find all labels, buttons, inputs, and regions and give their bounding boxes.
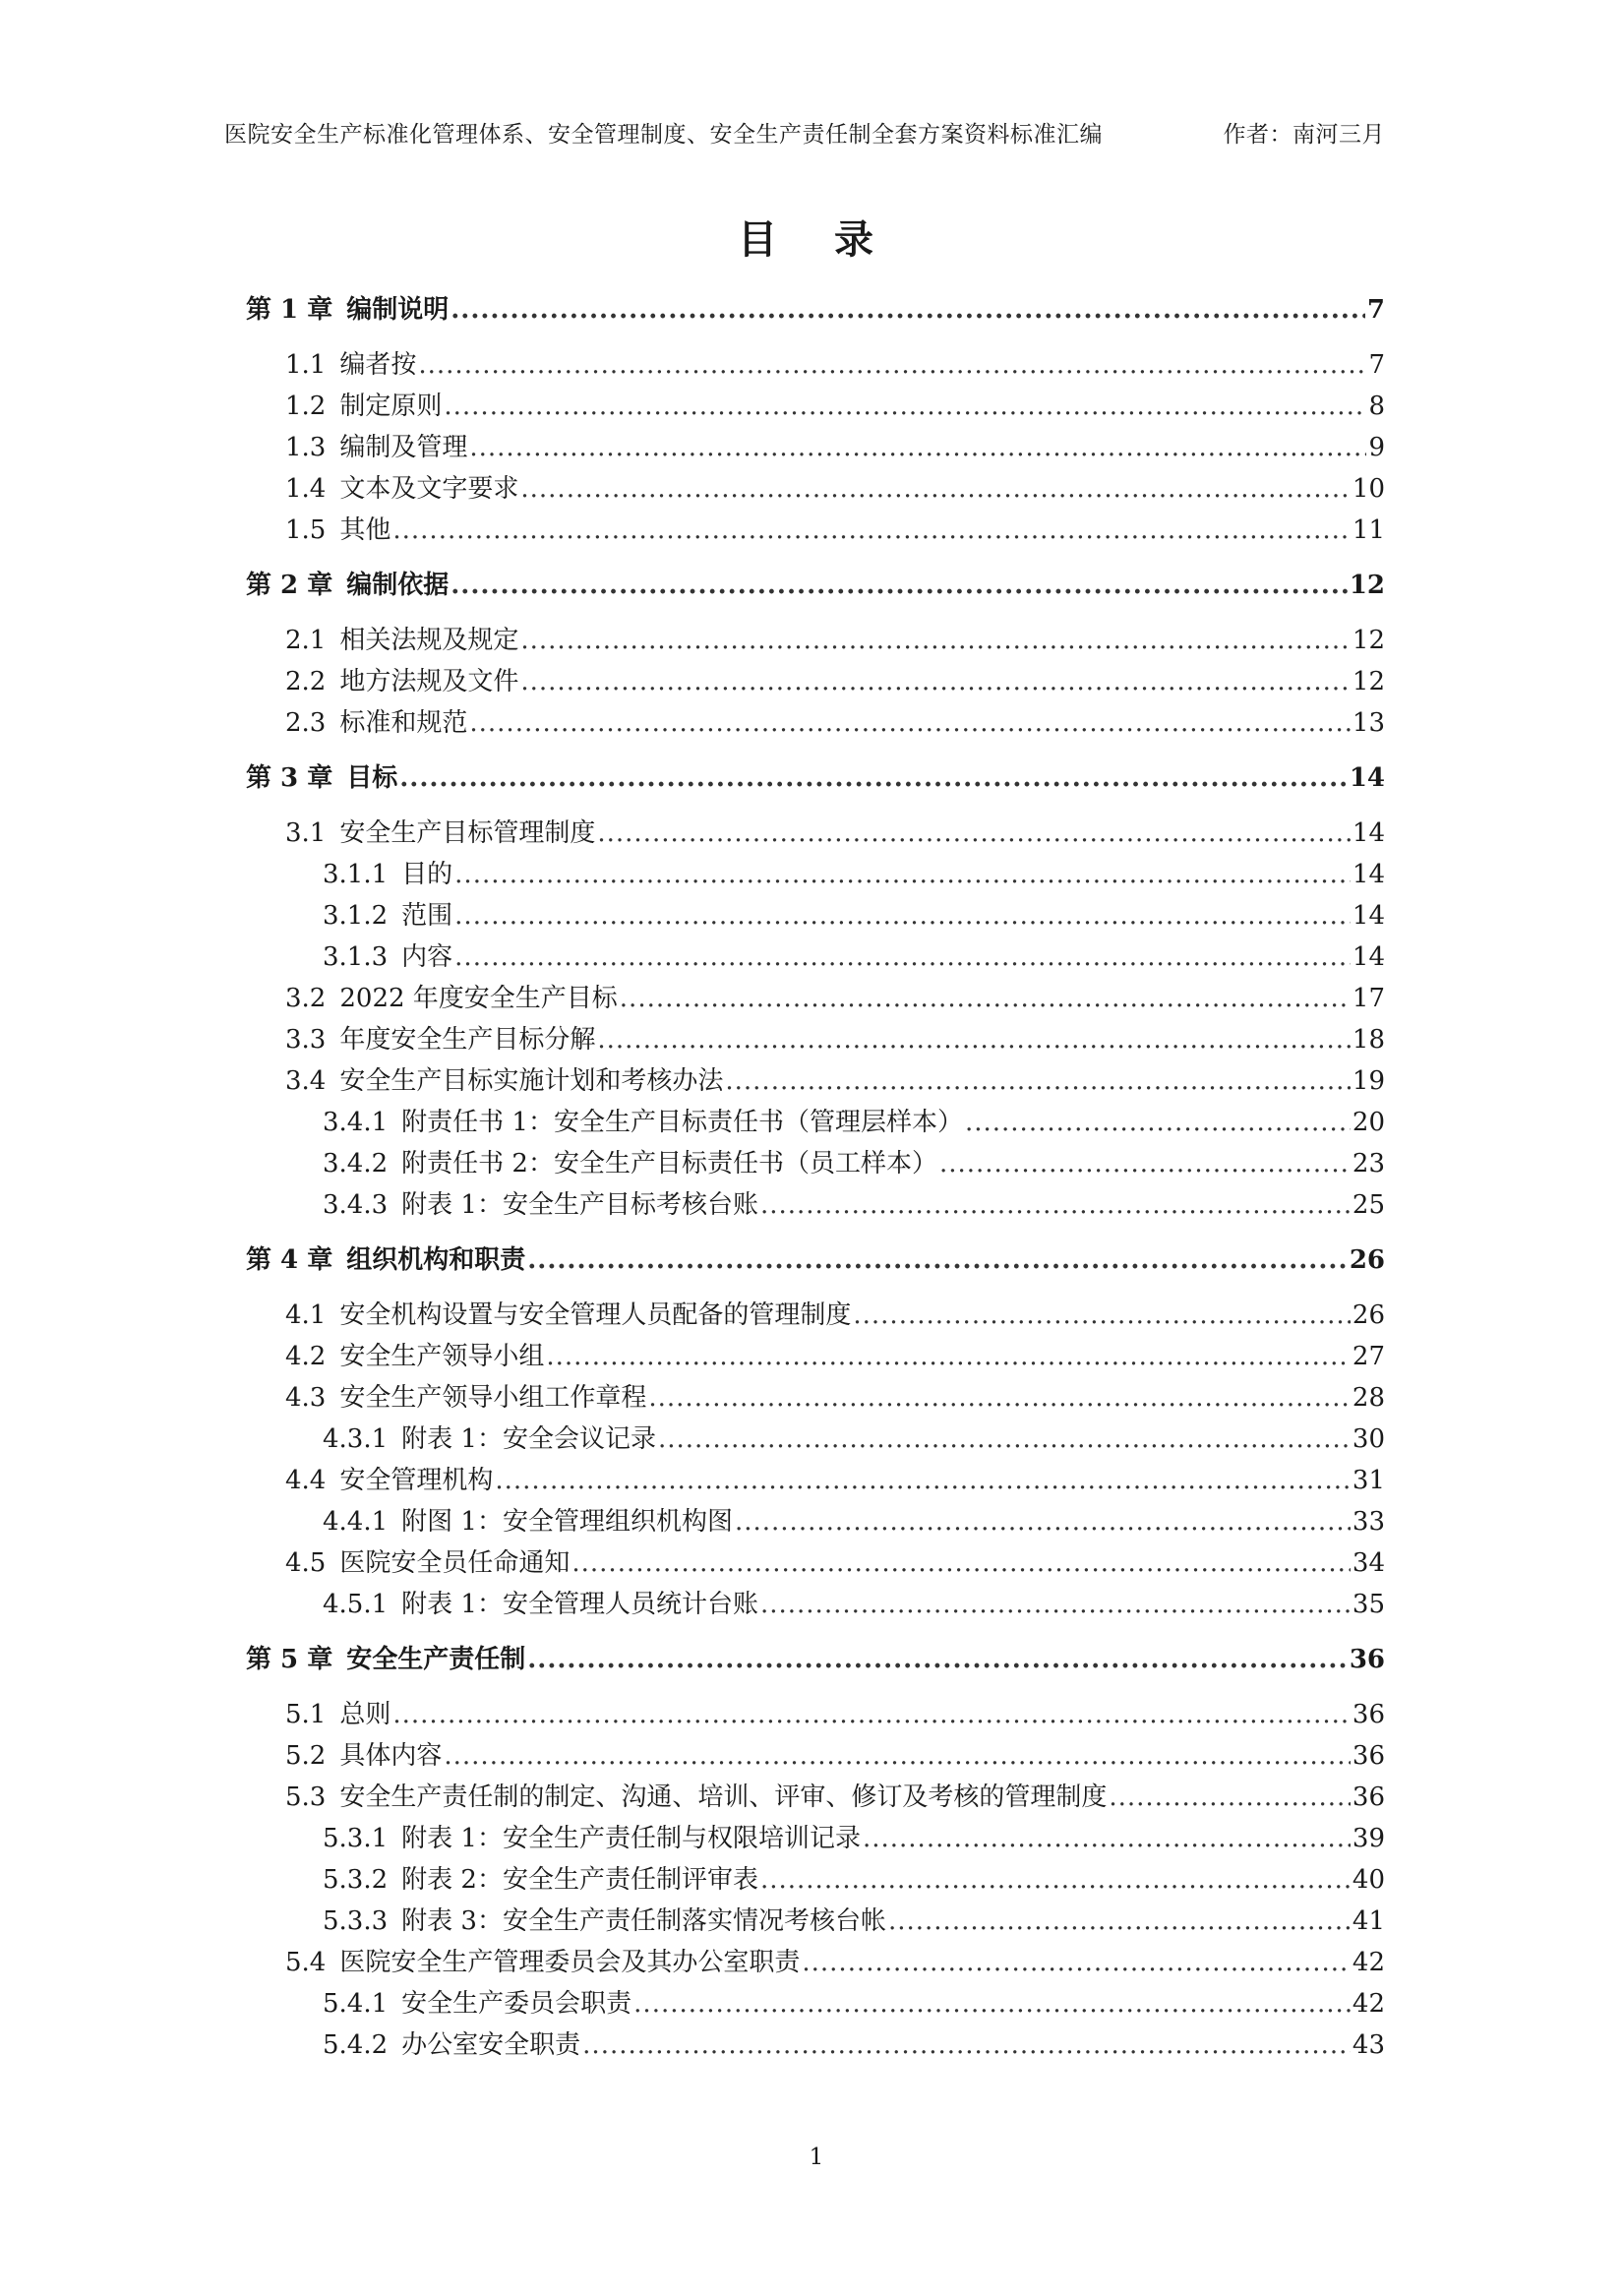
toc-section-entry[interactable] [246, 1859, 1385, 1901]
toc-entry-text: 安全机构设置与安全管理人员配备的管理制度 [339, 1300, 852, 1330]
toc-entry-label [285, 1336, 544, 1372]
toc-entry-number: 5.3 [285, 1782, 327, 1812]
toc-dot-leader [802, 1948, 1351, 1977]
toc-section-entry[interactable] [246, 1777, 1385, 1818]
toc-entry-text: 制定原则 [339, 392, 443, 421]
toc-entry-page: 28 [1352, 1383, 1385, 1413]
toc-entry-label [246, 1239, 525, 1276]
toc-entry-label [285, 1942, 800, 1978]
page-number: 1 [809, 2145, 824, 2170]
toc-entry-text: 编制及管理 [339, 433, 468, 462]
toc-section-entry[interactable] [246, 427, 1385, 468]
toc-entry-page: 14 [1352, 942, 1385, 972]
toc-entry-label [323, 1584, 758, 1620]
toc-dot-leader [392, 1700, 1351, 1729]
toc-entry-label [285, 1060, 723, 1097]
toc-entry-label [323, 937, 452, 973]
toc-entry-page: 12 [1352, 667, 1385, 696]
toc-entry-page: 23 [1352, 1149, 1385, 1178]
toc-entry-text: 办公室安全职责 [401, 2030, 581, 2060]
toc-entry-page: 11 [1352, 515, 1385, 545]
toc-entry-label [285, 427, 467, 463]
toc-entry-label [323, 1818, 861, 1854]
toc-dot-leader [546, 1342, 1351, 1371]
toc-title: 目 录 [738, 216, 895, 263]
toc-entry-number: 3.1.2 [323, 901, 389, 931]
toc-entry-number: 第 2 章 [246, 571, 333, 600]
toc-entry-number: 3.4.3 [323, 1190, 389, 1220]
toc-entry-label [285, 1295, 851, 1331]
toc-dot-leader [399, 763, 1348, 793]
toc-dot-leader [444, 392, 1366, 421]
toc-entry-number: 5.1 [285, 1700, 327, 1729]
toc-entry-text: 附表 1：安全生产目标考核台账 [401, 1190, 758, 1220]
toc-entry-page: 20 [1352, 1108, 1385, 1137]
toc-entry-page: 36 [1349, 1645, 1385, 1674]
toc-entry-label [285, 620, 518, 656]
running-header [224, 116, 1385, 149]
toc-entry-page: 14 [1352, 818, 1385, 848]
toc-entry-label [323, 1143, 937, 1179]
toc-dot-leader [444, 1741, 1351, 1771]
toc-entry-label [285, 386, 442, 422]
toc-dot-leader [725, 1066, 1351, 1096]
toc-entry-label [285, 1694, 391, 1730]
toc-dot-leader [454, 942, 1351, 972]
toc-entry-page: 26 [1352, 1300, 1385, 1330]
toc-entry-label [285, 1542, 570, 1579]
toc-section-entry[interactable] [246, 661, 1385, 702]
toc-entry-page: 42 [1352, 1948, 1385, 1977]
toc-entry-label [285, 661, 518, 697]
toc-section-entry[interactable] [246, 1542, 1385, 1584]
toc-dot-leader [520, 667, 1351, 696]
toc-section-entry[interactable] [246, 1184, 1385, 1226]
toc-entry-text: 附表 1：安全管理人员统计台账 [401, 1590, 758, 1619]
toc-entry-label [285, 813, 595, 849]
toc-entry-label [285, 1019, 595, 1056]
toc-section-entry[interactable] [246, 895, 1385, 937]
toc-chapter-entry[interactable] [246, 565, 1385, 606]
toc-chapter-entry[interactable] [246, 1639, 1385, 1680]
toc-entry-label [285, 1460, 493, 1496]
toc-section-entry[interactable] [246, 702, 1385, 744]
toc-section-entry[interactable] [246, 1102, 1385, 1143]
toc-entry-page: 9 [1368, 433, 1385, 462]
toc-section-entry[interactable] [246, 1942, 1385, 1983]
toc-section-entry[interactable] [246, 978, 1385, 1019]
toc-dot-leader [939, 1149, 1351, 1178]
toc-entry-number: 1.5 [285, 515, 327, 545]
toc-entry-page: 17 [1352, 984, 1385, 1013]
toc-entry-text: 安全生产目标管理制度 [339, 818, 596, 848]
toc-section-entry[interactable] [246, 1694, 1385, 1735]
toc-section-entry[interactable] [246, 1735, 1385, 1777]
toc-entry-text: 文本及文字要求 [339, 474, 519, 504]
toc-entry-text: 附图 1：安全管理组织机构图 [401, 1507, 733, 1537]
toc-entry-number: 3.1.1 [323, 860, 389, 889]
toc-entry-number: 5.4.2 [323, 2030, 389, 2060]
toc-entry-text: 附表 2：安全生产责任制评审表 [401, 1865, 758, 1895]
toc-dot-leader [527, 1645, 1348, 1674]
toc-section-entry[interactable] [246, 1501, 1385, 1542]
toc-entry-label [246, 565, 449, 601]
toc-entry-label [323, 1859, 758, 1896]
toc-dot-leader [571, 1548, 1351, 1578]
toc-entry-page: 10 [1352, 474, 1385, 504]
toc-entry-number: 5.3.2 [323, 1865, 389, 1895]
toc-section-entry[interactable] [246, 1818, 1385, 1859]
toc-entry-number: 4.1 [285, 1300, 327, 1330]
toc-entry-page: 7 [1368, 350, 1385, 380]
toc-entry-page: 33 [1352, 1507, 1385, 1537]
toc-entry-label [285, 1777, 1107, 1813]
toc-entry-number: 第 5 章 [246, 1645, 333, 1674]
toc-dot-leader [527, 1245, 1348, 1275]
toc-entry-number: 1.4 [285, 474, 327, 504]
toc-section-entry[interactable] [246, 468, 1385, 510]
header-author: 作者：南河三月 [1223, 122, 1385, 148]
toc-entry-text: 安全生产责任制的制定、沟通、培训、评审、修订及考核的管理制度 [339, 1782, 1108, 1812]
toc-entry-label [285, 468, 518, 505]
toc-entry-number: 3.4.2 [323, 1149, 389, 1178]
toc-section-entry[interactable] [246, 1983, 1385, 2024]
toc-entry-number: 第 1 章 [246, 295, 333, 325]
toc-entry-text: 标准和规范 [339, 708, 468, 738]
toc-entry-label [285, 1377, 646, 1414]
toc-entry-number: 3.4.1 [323, 1108, 389, 1137]
toc-entry-page: 14 [1352, 860, 1385, 889]
toc-section-entry[interactable] [246, 1419, 1385, 1460]
toc-dot-leader [392, 515, 1351, 545]
toc-entry-text: 安全管理机构 [339, 1466, 494, 1495]
toc-entry-number: 1.1 [285, 350, 327, 380]
toc-entry-label [285, 1735, 442, 1772]
toc-entry-text: 编制说明 [346, 295, 450, 325]
toc-entry-number: 2.3 [285, 708, 327, 738]
toc-entry-page: 12 [1349, 571, 1385, 600]
toc-entry-label [246, 289, 449, 326]
toc-entry-text: 范围 [401, 901, 453, 931]
toc-entry-text: 目的 [401, 860, 453, 889]
toc-entry-label [246, 757, 397, 794]
toc-entry-text: 内容 [401, 942, 453, 972]
toc-section-entry[interactable] [246, 620, 1385, 661]
toc-dot-leader [451, 571, 1348, 600]
toc-entry-label [285, 510, 391, 546]
toc-entry-text: 目标 [346, 763, 398, 793]
toc-section-entry[interactable] [246, 1460, 1385, 1501]
toc-entry-number: 1.2 [285, 392, 327, 421]
toc-entry-text: 附责任书 2：安全生产目标责任书（员工样本） [401, 1149, 937, 1178]
toc-dot-leader [760, 1590, 1351, 1619]
toc-entry-page: 26 [1349, 1245, 1385, 1275]
toc-entry-label [323, 895, 452, 932]
toc-chapter-entry[interactable] [246, 757, 1385, 799]
toc-entry-label [323, 1501, 733, 1538]
toc-entry-text: 总则 [339, 1700, 391, 1729]
toc-entry-page: 14 [1352, 901, 1385, 931]
toc-dot-leader [965, 1108, 1351, 1137]
toc-entry-page: 41 [1352, 1906, 1385, 1936]
toc-section-entry[interactable] [246, 344, 1385, 386]
toc-entry-text: 地方法规及文件 [339, 667, 519, 696]
toc-entry-number: 3.2 [285, 984, 327, 1013]
toc-dot-leader [520, 474, 1351, 504]
toc-entry-label [323, 1901, 886, 1937]
toc-section-entry[interactable] [246, 813, 1385, 854]
toc-section-entry[interactable] [246, 1377, 1385, 1419]
toc-entry-page: 13 [1352, 708, 1385, 738]
toc-entry-text: 安全生产目标实施计划和考核办法 [339, 1066, 724, 1096]
toc-dot-leader [620, 984, 1351, 1013]
toc-entry-text: 年度安全生产目标分解 [339, 1025, 596, 1055]
toc-entry-page: 31 [1352, 1466, 1385, 1495]
toc-entry-number: 4.3.1 [323, 1424, 389, 1454]
toc-entry-number: 3.3 [285, 1025, 327, 1055]
toc-entry-page: 40 [1352, 1865, 1385, 1895]
toc-dot-leader [760, 1865, 1351, 1895]
toc-entry-number: 5.3.3 [323, 1906, 389, 1936]
toc-entry-number: 3.4 [285, 1066, 327, 1096]
toc-entry-number: 4.2 [285, 1342, 327, 1371]
toc-entry-page: 25 [1352, 1190, 1385, 1220]
toc-dot-leader [597, 1025, 1351, 1055]
toc-section-entry[interactable] [246, 2024, 1385, 2066]
toc-entry-number: 5.4 [285, 1948, 327, 1977]
toc-dot-leader [451, 295, 1365, 325]
toc-section-entry[interactable] [246, 1019, 1385, 1060]
toc-section-entry[interactable] [246, 937, 1385, 978]
toc-entry-page: 35 [1352, 1590, 1385, 1619]
toc-section-entry[interactable] [246, 1295, 1385, 1336]
table-of-contents [246, 289, 1385, 2066]
toc-entry-page: 30 [1352, 1424, 1385, 1454]
toc-entry-number: 1.3 [285, 433, 327, 462]
toc-entry-number: 4.4 [285, 1466, 327, 1495]
toc-entry-text: 医院安全员任命通知 [339, 1548, 571, 1578]
toc-entry-label [323, 1983, 631, 2020]
toc-section-entry[interactable] [246, 1336, 1385, 1377]
toc-entry-label [285, 978, 618, 1014]
toc-entry-text: 安全生产领导小组 [339, 1342, 545, 1371]
toc-entry-text: 附责任书 1：安全生产目标责任书（管理层样本） [401, 1108, 963, 1137]
toc-section-entry[interactable] [246, 1143, 1385, 1184]
toc-entry-number: 4.5 [285, 1548, 327, 1578]
toc-entry-label [323, 2024, 580, 2061]
toc-dot-leader [454, 860, 1351, 889]
toc-entry-label [323, 1184, 758, 1221]
toc-entry-number: 4.3 [285, 1383, 327, 1413]
toc-entry-page: 19 [1352, 1066, 1385, 1096]
toc-entry-label [246, 1639, 525, 1675]
toc-entry-text: 安全生产委员会职责 [401, 1989, 632, 2019]
toc-entry-number: 2.2 [285, 667, 327, 696]
toc-dot-leader [658, 1424, 1351, 1454]
toc-entry-text: 安全生产领导小组工作章程 [339, 1383, 647, 1413]
toc-dot-leader [454, 901, 1351, 931]
toc-entry-number: 2.1 [285, 626, 327, 655]
toc-section-entry[interactable] [246, 854, 1385, 895]
toc-entry-number: 5.2 [285, 1741, 327, 1771]
toc-entry-text: 其他 [339, 515, 391, 545]
toc-entry-text: 编者按 [339, 350, 417, 380]
toc-dot-leader [520, 626, 1351, 655]
toc-entry-page: 27 [1352, 1342, 1385, 1371]
toc-dot-leader [888, 1906, 1351, 1936]
toc-entry-number: 第 4 章 [246, 1245, 333, 1275]
toc-entry-number: 5.4.1 [323, 1989, 389, 2019]
toc-entry-text: 组织机构和职责 [346, 1245, 526, 1275]
header-title: 医院安全生产标准化管理体系、安全管理制度、安全生产责任制全套方案资料标准汇编 [224, 122, 1103, 148]
toc-entry-page: 36 [1352, 1741, 1385, 1771]
toc-entry-page: 36 [1352, 1782, 1385, 1812]
toc-dot-leader [418, 350, 1366, 380]
toc-entry-number: 4.4.1 [323, 1507, 389, 1537]
toc-dot-leader [469, 708, 1351, 738]
toc-entry-label [323, 854, 452, 890]
toc-entry-label [285, 702, 467, 739]
toc-entry-text: 2022 年度安全生产目标 [339, 984, 618, 1013]
toc-dot-leader [648, 1383, 1351, 1413]
toc-entry-text: 医院安全生产管理委员会及其办公室职责 [339, 1948, 801, 1977]
toc-entry-label [285, 344, 416, 381]
toc-entry-page: 12 [1352, 626, 1385, 655]
toc-entry-page: 14 [1349, 763, 1385, 793]
toc-entry-text: 附表 1：安全生产责任制与权限培训记录 [401, 1824, 861, 1853]
toc-entry-page: 43 [1352, 2030, 1385, 2060]
toc-entry-page: 18 [1352, 1025, 1385, 1055]
toc-entry-page: 36 [1352, 1700, 1385, 1729]
toc-entry-text: 相关法规及规定 [339, 626, 519, 655]
toc-dot-leader [582, 2030, 1351, 2060]
toc-entry-number: 3.1.3 [323, 942, 389, 972]
toc-entry-page: 34 [1352, 1548, 1385, 1578]
toc-entry-label [323, 1419, 656, 1455]
toc-section-entry[interactable] [246, 1901, 1385, 1942]
toc-dot-leader [863, 1824, 1351, 1853]
toc-entry-page: 39 [1352, 1824, 1385, 1853]
toc-entry-text: 安全生产责任制 [346, 1645, 526, 1674]
toc-entry-page: 8 [1368, 392, 1385, 421]
toc-section-entry[interactable] [246, 1584, 1385, 1625]
toc-chapter-entry[interactable] [246, 1239, 1385, 1281]
toc-entry-text: 具体内容 [339, 1741, 443, 1771]
toc-entry-page: 7 [1366, 295, 1385, 325]
toc-entry-text: 编制依据 [346, 571, 450, 600]
toc-dot-leader [853, 1300, 1351, 1330]
toc-entry-page: 42 [1352, 1989, 1385, 2019]
toc-entry-number: 第 3 章 [246, 763, 333, 793]
toc-dot-leader [760, 1190, 1351, 1220]
toc-section-entry[interactable] [246, 1060, 1385, 1102]
toc-dot-leader [735, 1507, 1351, 1537]
toc-entry-text: 附表 3：安全生产责任制落实情况考核台帐 [401, 1906, 886, 1936]
toc-entry-text: 附表 1：安全会议记录 [401, 1424, 656, 1454]
toc-entry-label [323, 1102, 963, 1138]
toc-entry-number: 5.3.1 [323, 1824, 389, 1853]
toc-dot-leader [633, 1989, 1351, 2019]
toc-dot-leader [469, 433, 1366, 462]
toc-dot-leader [1109, 1782, 1351, 1812]
toc-entry-number: 3.1 [285, 818, 327, 848]
toc-section-entry[interactable] [246, 386, 1385, 427]
toc-dot-leader [495, 1466, 1351, 1495]
toc-section-entry[interactable] [246, 510, 1385, 551]
toc-entry-number: 4.5.1 [323, 1590, 389, 1619]
toc-dot-leader [597, 818, 1351, 848]
toc-chapter-entry[interactable] [246, 289, 1385, 331]
